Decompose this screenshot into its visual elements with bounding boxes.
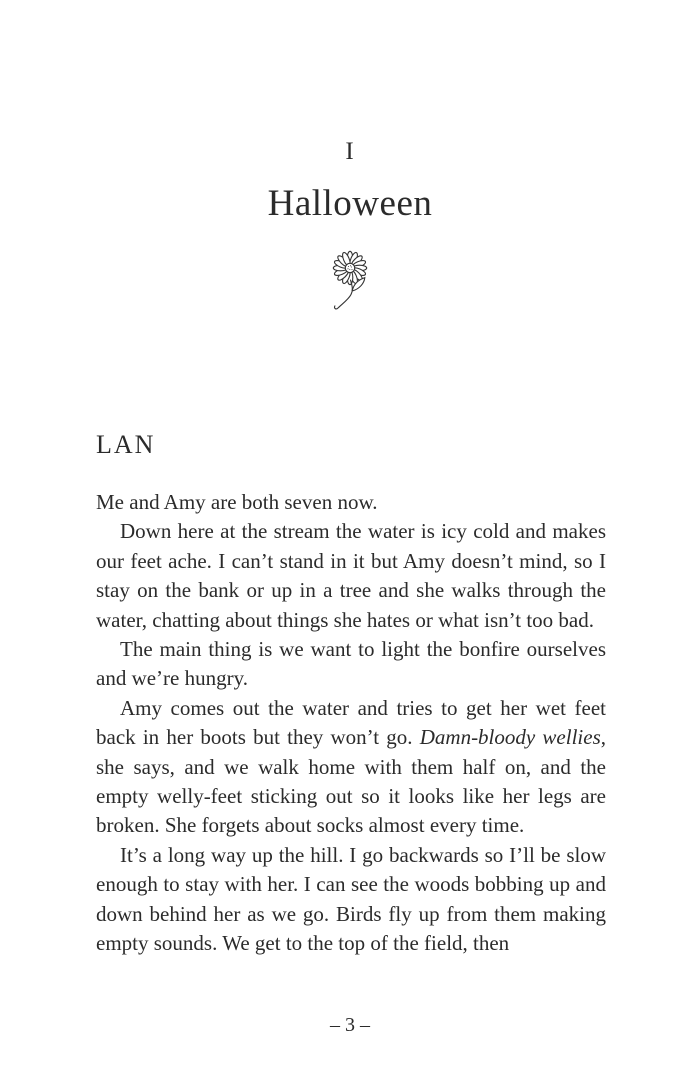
chapter-number: I xyxy=(345,138,355,165)
paragraph xyxy=(96,841,606,959)
page-number: – 3 – xyxy=(330,1014,370,1036)
text-segment: , she says, and we walk home with them half on, and the empty welly-feet sticking out so it looks like her legs are broken. She forgets about socks almost every time. xyxy=(96,725,606,838)
daisy-center xyxy=(345,263,354,272)
text-segment: Amy comes out the water and tries to get her wet feet back in her boots but they won’t go. xyxy=(96,695,606,750)
chapter-title: Halloween xyxy=(267,183,433,224)
section-header-character-name: LAN xyxy=(96,430,156,459)
body-text xyxy=(96,488,606,959)
italic-phrase: Damn-bloody wellies xyxy=(419,725,601,750)
text-segment: It’s a long way up the hill. I go backwards so I’ll be slow enough to stay with her. I can see the woods bobbing up and down behind her as we go. Birds fly up from them making empty sounds. We get to the top of the field, then xyxy=(96,842,606,956)
paragraph xyxy=(96,635,606,694)
ornament-container xyxy=(0,249,700,318)
text-segment: Down here at the stream the water is icy cold and makes our feet ache. I can’t stand in it but Amy doesn’t mind, so I stay on the bank or up in a tree and she walks through the water, chatting about things she hates or what isn’t too bad. xyxy=(96,519,606,632)
text-segment: The main thing is we want to light the bonfire ourselves and we’re hungry. xyxy=(96,637,606,691)
daisy-flower-icon xyxy=(320,249,380,318)
text-segment: Me and Amy are both seven now. xyxy=(96,490,378,514)
paragraph xyxy=(96,517,606,635)
paragraph xyxy=(96,488,606,517)
paragraph xyxy=(96,694,606,841)
